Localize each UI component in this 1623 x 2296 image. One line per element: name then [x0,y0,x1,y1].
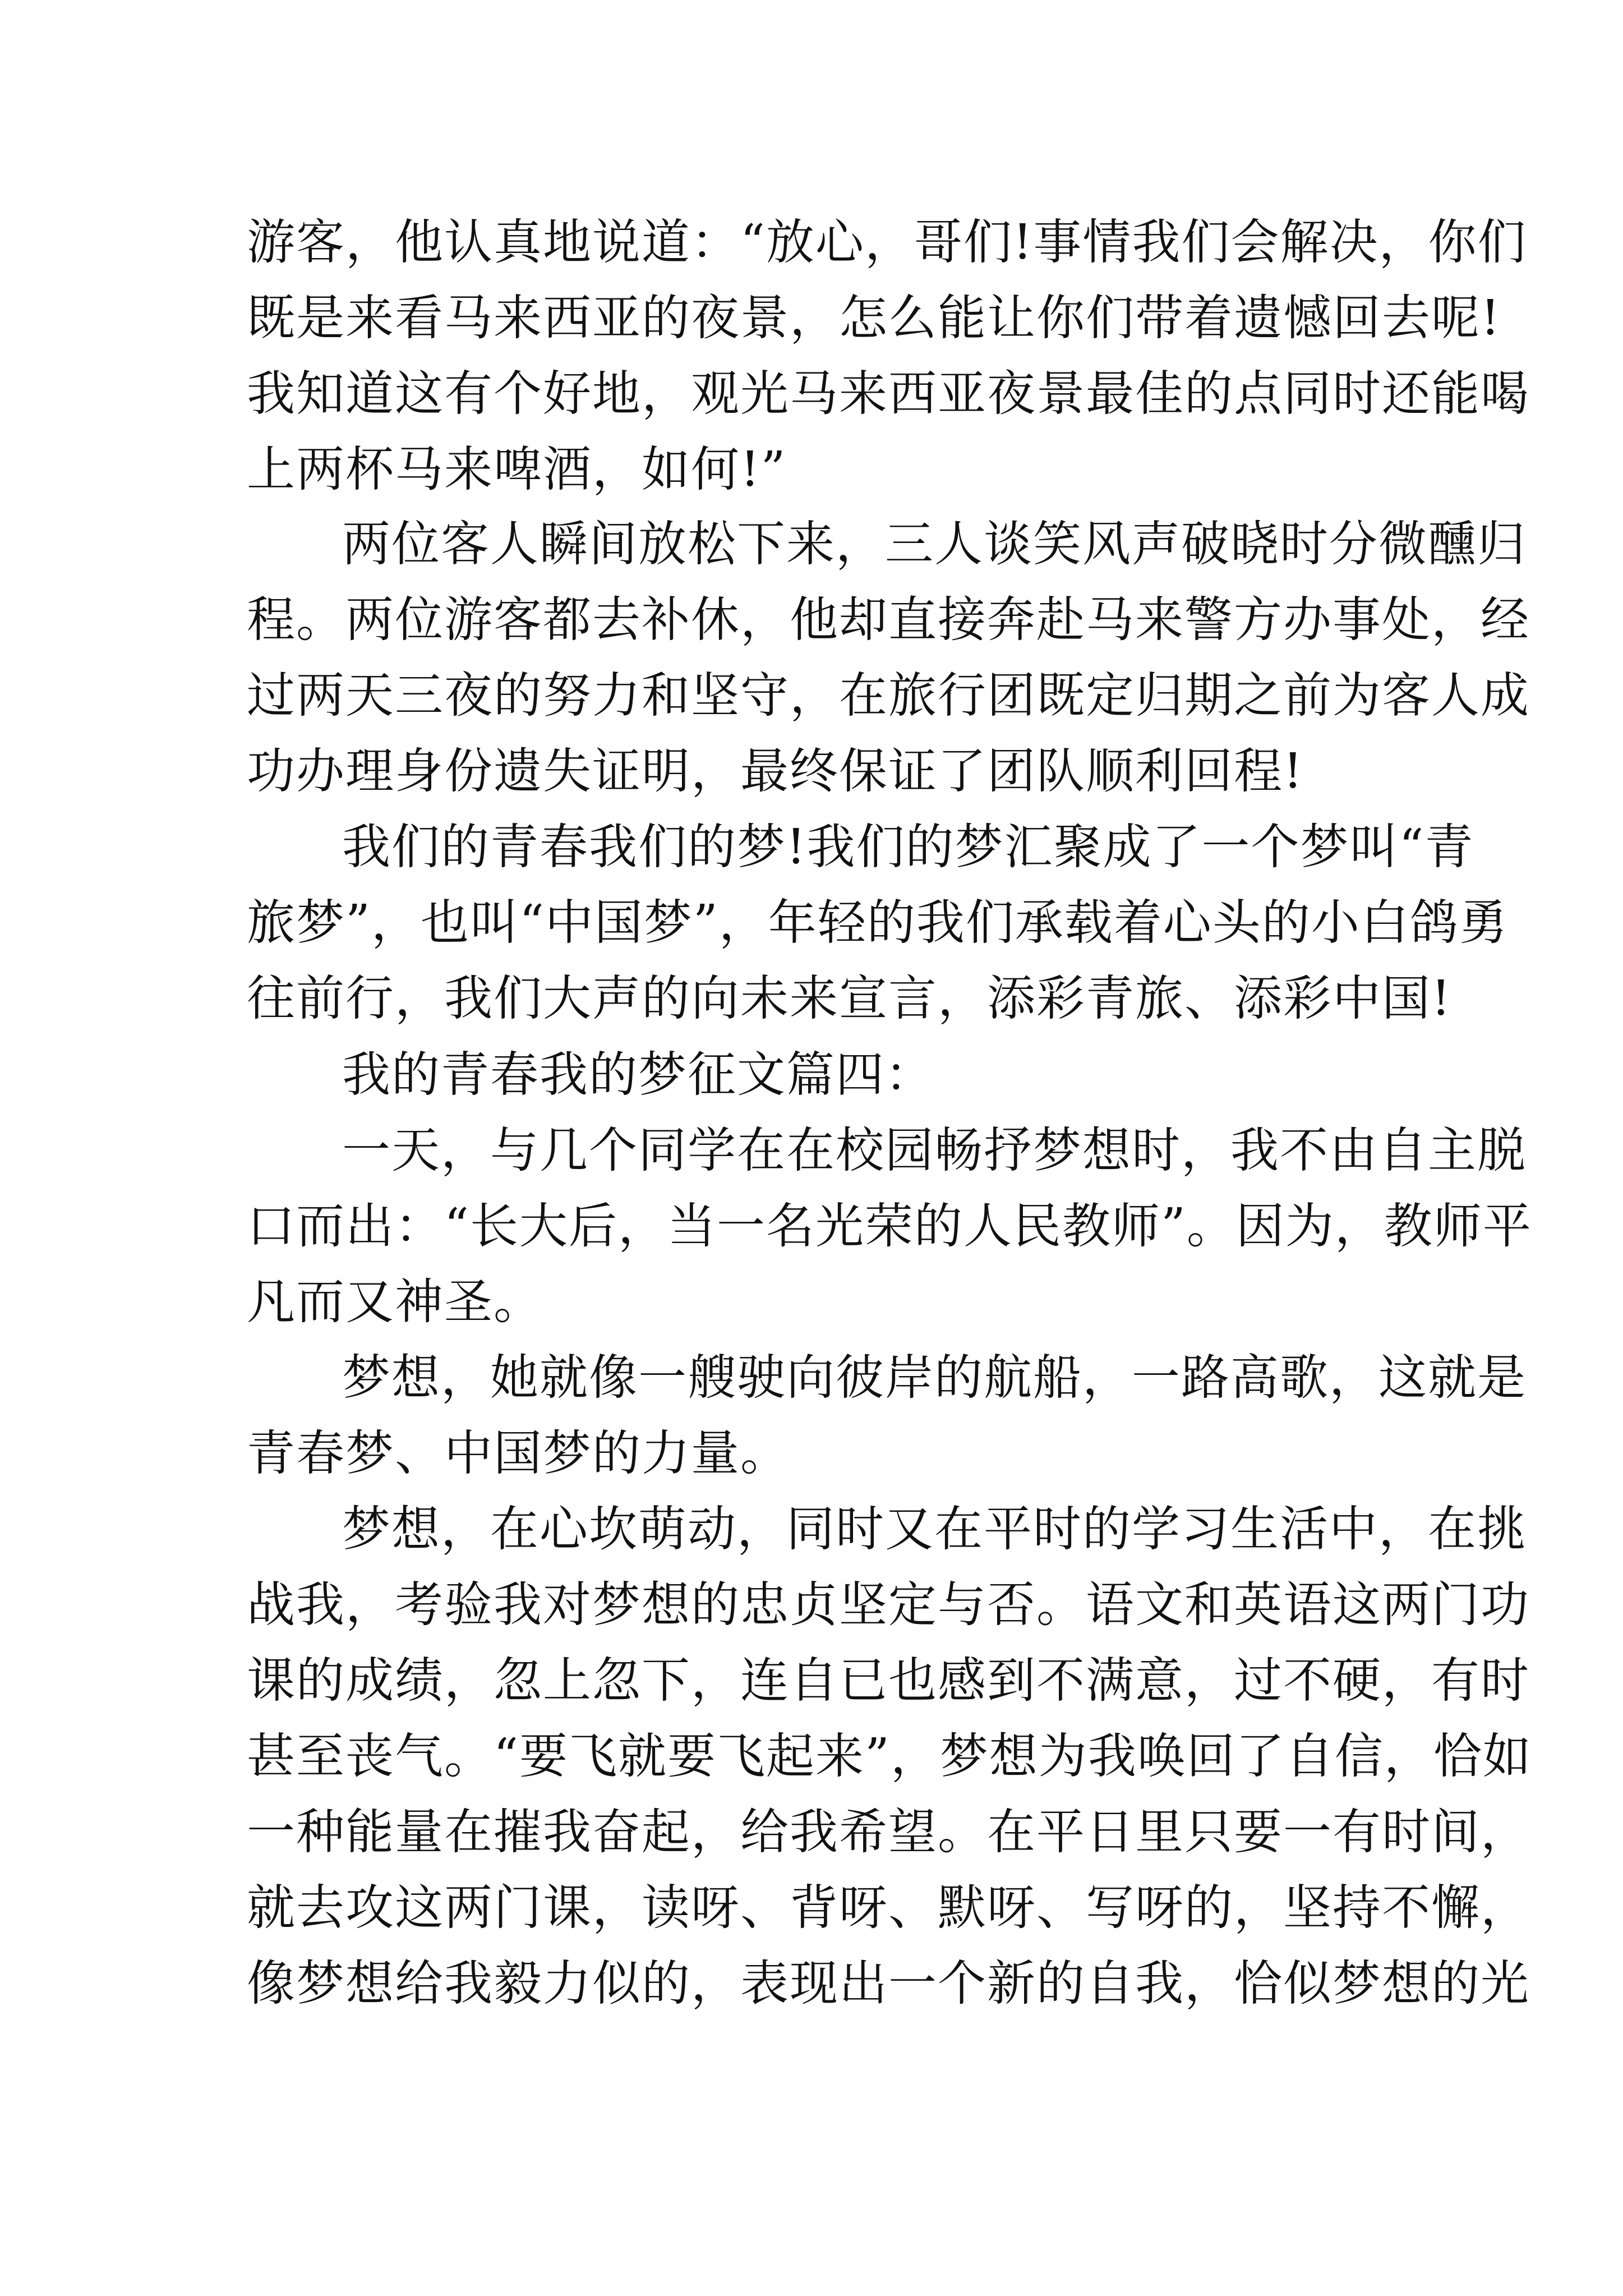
text-line: 游客，他认真地说道：“放心，哥们!事情我们会解决，你们 [247,214,1527,270]
text-line: 一种能量在摧我奋起，给我希望。在平日里只要一有时间， [247,1804,1530,1860]
text-line: 功办理身份遗失证明，最终保证了团队顺利回程! [247,743,1304,799]
text-line: 像梦想给我毅力似的，表现出一个新的自我，恰似梦想的光 [247,1955,1530,2012]
text-line: 我知道这有个好地，观光马来西亚夜景最佳的点同时还能喝 [247,366,1530,422]
text-line: 上两杯马来啤酒，如何!” [247,441,787,498]
text-line: 过两天三夜的努力和坚守，在旅行团既定归期之前为客人成 [247,668,1530,724]
text-line: 就去攻这两门课，读呀、背呀、默呀、写呀的，坚持不懈， [247,1880,1530,1936]
text-line: 梦想，在心坎萌动，同时又在平时的学习生活中，在挑 [342,1501,1527,1557]
text-line: 往前行，我们大声的向未来宣言，添彩青旅、添彩中国! [247,970,1452,1027]
text-line: 课的成绩，忽上忽下，连自已也感到不满意，过不硬，有时 [247,1653,1530,1709]
text-line: 程。两位游客都去补休，他却直接奔赴马来警方办事处，经 [247,592,1530,648]
text-line: 既是来看马来西亚的夜景，怎么能让你们带着遗憾回去呢! [247,290,1501,346]
text-line: 口而出：“长大后，当一名光荣的人民教师”。因为，教师平 [247,1198,1532,1254]
text-line: 凡而又神圣。 [247,1274,543,1330]
text-line: 我们的青春我们的梦!我们的梦汇聚成了一个梦叫“青 [342,819,1474,875]
text-line: 战我，考验我对梦想的忠贞坚定与否。语文和英语这两门功 [247,1577,1530,1633]
text-line: 甚至丧气。“要飞就要飞起来”，梦想为我唤回了自信，恰如 [247,1728,1532,1784]
text-line: 两位客人瞬间放松下来，三人谈笑风声破晓时分微醺归 [342,516,1527,572]
text-line: 旅梦”，也叫“中国梦”，年轻的我们承载着心头的小白鸽勇 [247,895,1509,951]
section-heading: 我的青春我的梦征文篇四： [342,1047,934,1103]
text-line: 梦想，她就像一艘驶向彼岸的航船，一路高歌，这就是 [342,1350,1527,1406]
text-line: 青春梦、中国梦的力量。 [247,1425,790,1481]
text-line: 一天，与几个同学在在校园畅抒梦想时，我不由自主脱 [342,1122,1527,1179]
